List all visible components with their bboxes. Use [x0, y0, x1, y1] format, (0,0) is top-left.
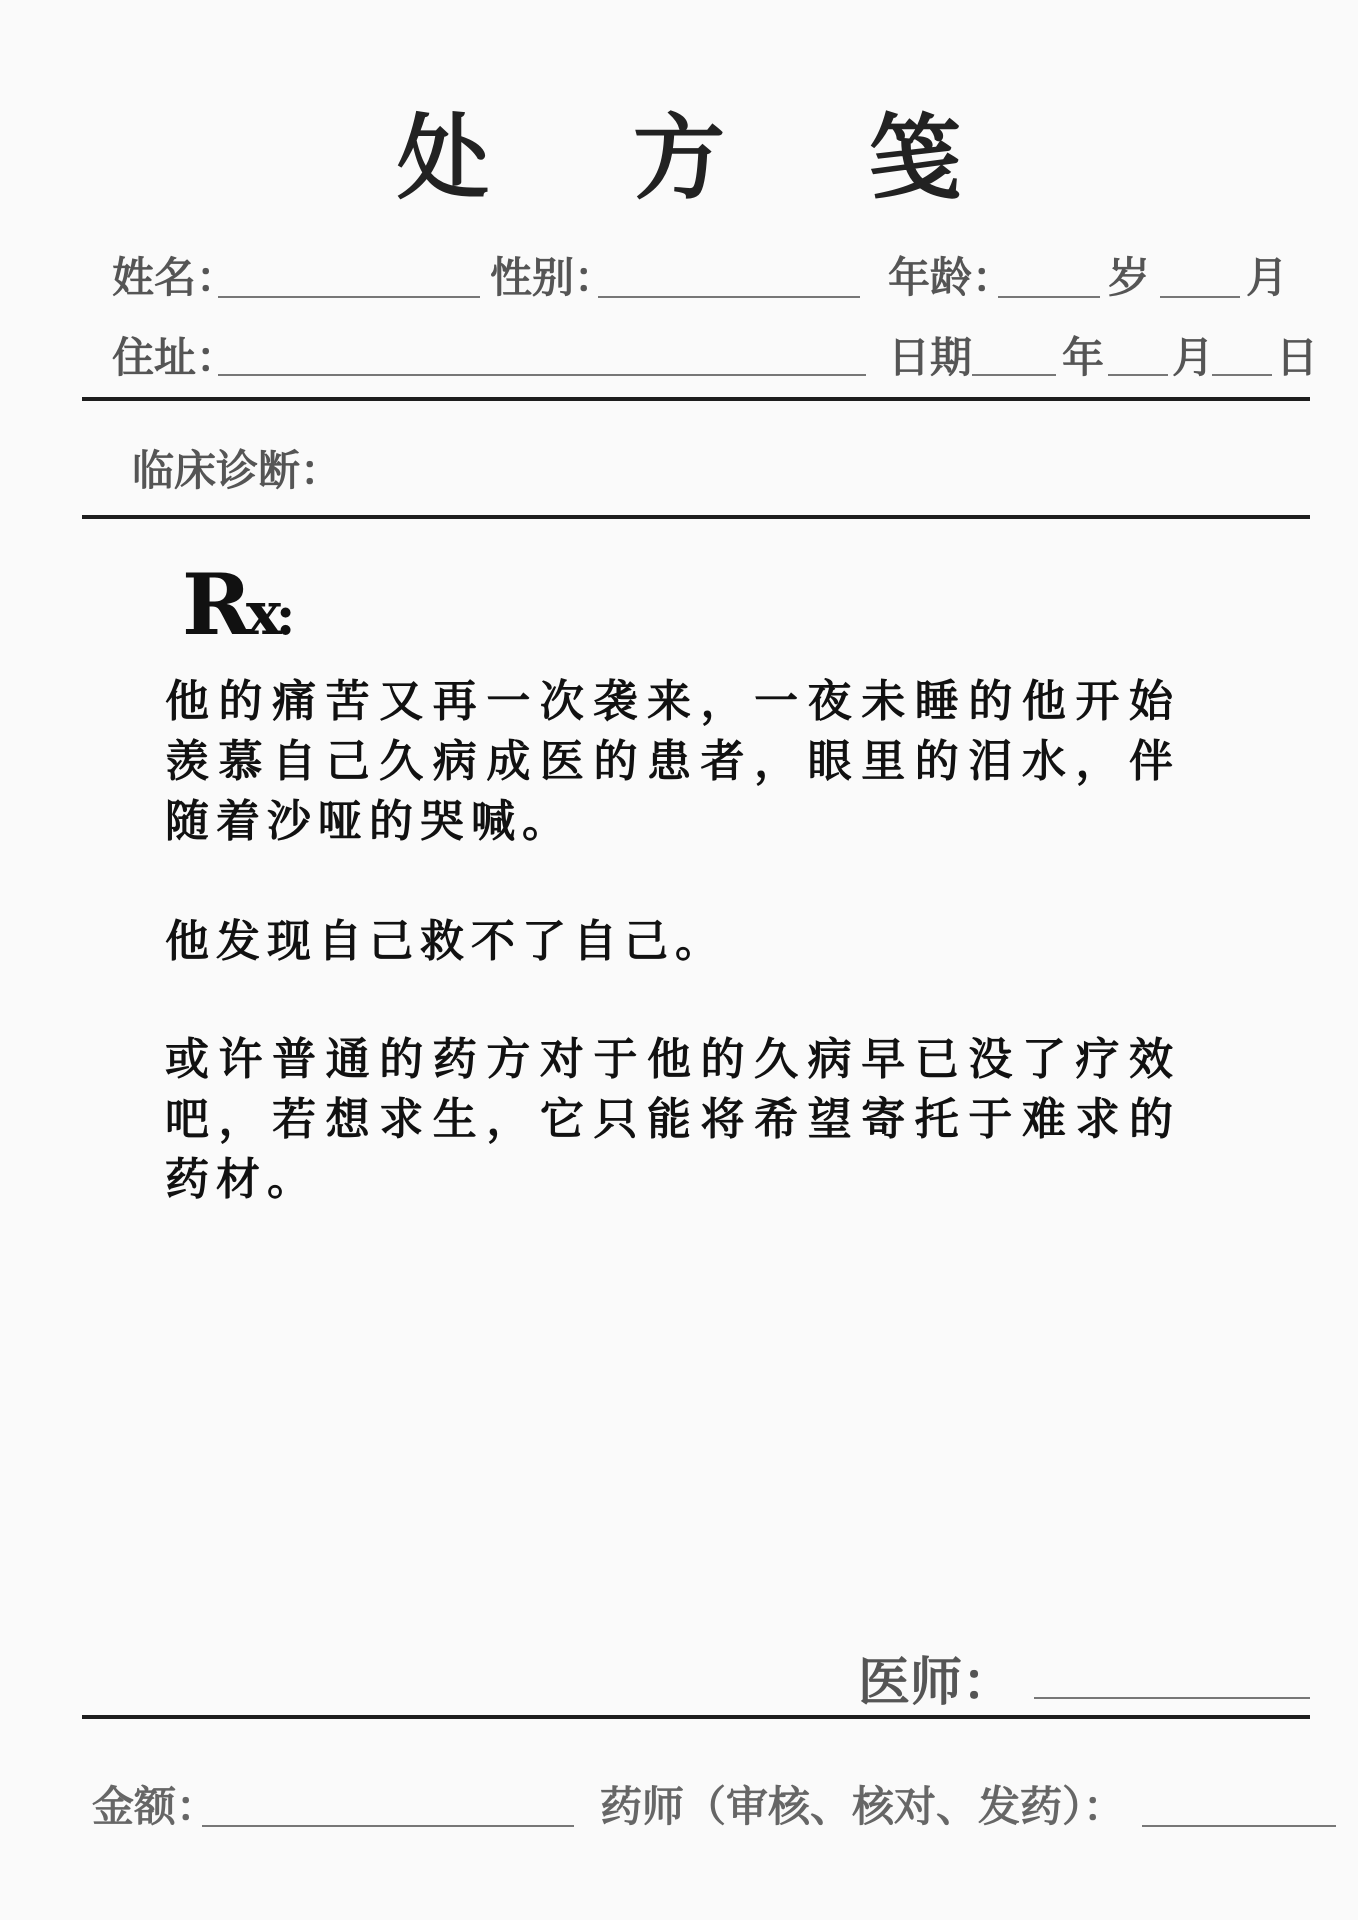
address-field[interactable] — [218, 374, 866, 376]
header-divider — [82, 397, 1310, 401]
age-years-field[interactable] — [998, 296, 1100, 298]
age-months-field[interactable] — [1160, 296, 1240, 298]
diagnosis-divider — [82, 515, 1310, 519]
doctor-label: 医师： — [858, 1652, 1015, 1713]
footer-divider — [82, 1715, 1310, 1719]
date-day-field[interactable] — [1212, 374, 1272, 376]
gender-label: 性别： — [490, 253, 617, 302]
age-label: 年龄： — [888, 253, 1015, 302]
name-label: 姓名： — [112, 253, 239, 302]
date-month-field[interactable] — [1108, 374, 1168, 376]
address-label: 住址： — [112, 333, 239, 382]
age-year-unit: 岁 — [1108, 253, 1151, 302]
date-year-unit: 年 — [1062, 333, 1105, 382]
form-title: 处 方 笺 — [396, 104, 1018, 212]
rx-symbol — [182, 555, 296, 654]
amount-label: 金额： — [92, 1782, 219, 1831]
gender-field[interactable] — [598, 296, 860, 298]
rx-letter: R — [182, 555, 246, 654]
body-paragraph-3: 或许普通的药方对于他的久病早已没了疗效吧，若想求生，它只能将希望寄托于难求的药材。 — [165, 1034, 1180, 1205]
date-label: 日期 — [888, 333, 973, 382]
body-paragraph-1: 他的痛苦又再一次袭来，一夜未睡的他开始羡慕自己久病成医的患者，眼里的泪水，伴随着沙哑的哭喊。 — [165, 676, 1180, 847]
date-day-unit: 日 — [1276, 333, 1319, 382]
amount-field[interactable] — [202, 1825, 574, 1827]
rx-colon: : — [275, 583, 296, 647]
rx-subscript: x — [245, 579, 276, 649]
date-month-unit: 月 — [1172, 333, 1215, 382]
pharmacist-field[interactable] — [1142, 1825, 1336, 1827]
name-field[interactable] — [218, 296, 480, 298]
pharmacist-label: 药师（审核、核对、发药）： — [600, 1782, 1126, 1831]
age-month-unit: 月 — [1246, 253, 1289, 302]
doctor-signature-field[interactable] — [1034, 1697, 1310, 1699]
body-paragraph-2: 他发现自己救不了自己。 — [165, 916, 726, 967]
date-year-field[interactable] — [972, 374, 1056, 376]
diagnosis-label: 临床诊断： — [132, 446, 343, 495]
